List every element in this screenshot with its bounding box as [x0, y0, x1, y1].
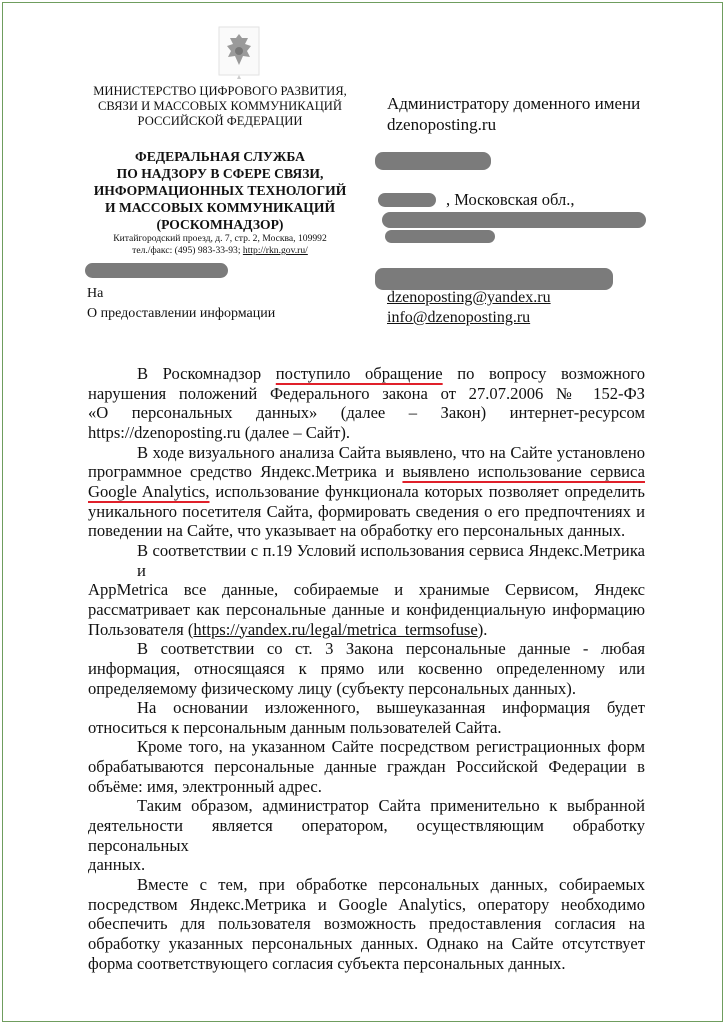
text-line [88, 482, 645, 502]
redacted-reference [85, 263, 228, 278]
paragraph [88, 796, 645, 875]
text-line [88, 954, 645, 974]
text-line [88, 698, 645, 718]
text-line [88, 855, 645, 875]
text-span: использование функционала которых позволяет определить [209, 481, 645, 501]
email-link[interactable]: dzenoposting@yandex.ru [387, 289, 551, 306]
paragraph [88, 443, 645, 541]
text-span: В соответствии со ст. 3 Закона персональные данные - любая [137, 639, 645, 659]
redacted-name [375, 152, 491, 170]
ministry-line: МИНИСТЕРСТВО ЦИФРОВОГО РАЗВИТИЯ, [93, 84, 347, 98]
text-line [88, 443, 645, 463]
website-link[interactable]: http://rkn.gov.ru/ [242, 245, 308, 256]
text-line [88, 403, 645, 423]
text-line [88, 502, 645, 522]
text-span: обеспечить для пользователя возможность предоставления согласия на [88, 914, 645, 934]
text-line [88, 639, 645, 659]
text-line [88, 364, 645, 384]
phone: тел./факс: (495) 983-33-93; [132, 245, 243, 256]
text-span: В соответствии с п.19 Условий использования сервиса Яндекс.Метрика и [137, 540, 645, 580]
text-span: https://dzenoposting.ru (далее – Сайт). [88, 422, 351, 442]
text-span: Вместе с тем, при обработке персональных данных, собираемых [137, 875, 645, 895]
text-span: обрабатываются персональные данные граждан Российской Федерации в [88, 757, 645, 777]
text-line [88, 718, 645, 738]
text-span: программное средство Яндекс.Метрика и [88, 462, 403, 482]
text-span: деятельности является оператором, осуществляющим обработку персональных [88, 816, 645, 855]
highlighted-phrase: Google Analytics, [88, 481, 210, 501]
text-line [88, 462, 645, 482]
service-line: ИНФОРМАЦИОННЫХ ТЕХНОЛОГИЙ [93, 183, 347, 198]
text-line [88, 777, 645, 797]
text-span: В ходе визуального анализа Сайта выявлено, что на Сайте установлено [137, 442, 645, 462]
redacted-contact [375, 268, 613, 290]
text-span: Таким образом, администратор Сайта применительно к выбранной [137, 796, 645, 816]
text-span: AppMetrica все данные, собираемые и хранимые Сервисом, Яндекс [88, 580, 645, 600]
paragraph [88, 875, 645, 973]
text-span: рассматривает как персональные данные и конфиденциальную информацию [88, 599, 645, 619]
text-span: На основании изложенного, вышеуказанная информация будет [137, 698, 645, 718]
text-span: форма соответствующего согласия субъекта персональных данных. [88, 953, 566, 973]
text-span: «О персональных данных» (далее – Закон) интернет-ресурсом [88, 403, 645, 423]
recipient-domain: dzenoposting.ru [387, 115, 497, 134]
text-span: относиться к персональным данным пользователей Сайта. [88, 717, 502, 737]
text-line [88, 620, 645, 640]
text-line [88, 737, 645, 757]
recipient-title: Администратору доменного имени [387, 94, 641, 113]
text-span: ). [477, 619, 488, 639]
paragraph [88, 698, 645, 737]
text-span: нарушения положений Федерального закона от 27.07.2006 № 152-ФЗ [88, 383, 645, 403]
text-span: В Роскомнадзор [137, 364, 276, 383]
letter-subject: О предоставлении информации [87, 306, 276, 321]
ministry-name [90, 84, 350, 129]
ministry-line: РОССИЙСКОЙ ФЕДЕРАЦИИ [137, 114, 303, 128]
text-line [88, 895, 645, 915]
coat-of-arms-icon [218, 26, 260, 80]
text-span: определяемому физическому лицу (субъекту персональных данных). [88, 678, 576, 698]
text-span: Пользователя ( [88, 619, 194, 639]
redacted-postcode [378, 193, 436, 207]
text-span: данных. [88, 855, 146, 875]
text-line [88, 541, 645, 580]
redacted-street-2 [385, 230, 495, 243]
text-line [88, 521, 645, 541]
text-span: по вопросу возможного [442, 364, 646, 383]
text-line [88, 384, 645, 404]
paragraph [88, 364, 645, 443]
text-line [88, 757, 645, 777]
paragraph [88, 639, 645, 698]
text-span: информация, относящаяся к прямо или косвенно определенному или [88, 658, 645, 678]
service-line: ФЕДЕРАЛЬНАЯ СЛУЖБА [135, 149, 305, 164]
text-line [88, 934, 645, 954]
service-line: ПО НАДЗОРУ В СФЕРЕ СВЯЗИ, [116, 166, 324, 181]
text-span: посредством Яндекс.Метрика и Google Analytics, оператору необходимо [88, 894, 645, 914]
email-link[interactable]: info@dzenoposting.ru [387, 309, 531, 326]
highlighted-phrase: поступило обращение [275, 364, 443, 383]
text-line [88, 816, 645, 855]
text-line [88, 875, 645, 895]
text-span: обработку указанных персональных данных. Однако на Сайте отсутствует [88, 934, 645, 954]
contact-line [80, 245, 360, 257]
sender-address [80, 233, 360, 257]
text-line [88, 423, 645, 443]
text-line [88, 679, 645, 699]
text-line [88, 600, 645, 620]
paragraph [88, 541, 645, 639]
address-line: Китайгородский проезд, д. 7, стр. 2, Москва, 109992 [113, 233, 327, 244]
text-span: Кроме того, на указанном Сайте посредством регистрационных форм [137, 737, 645, 757]
letter-body [88, 364, 645, 973]
reply-to-label: На [87, 286, 104, 301]
text-line [88, 914, 645, 934]
terms-link[interactable]: https://yandex.ru/legal/metrica_termsofuse [193, 619, 478, 639]
text-line [88, 580, 645, 600]
recipient-city: , Московская обл., [446, 190, 575, 209]
text-span: поведении на Сайте, что указывает на обработку его персональных данных. [88, 521, 626, 541]
service-name [80, 148, 360, 233]
text-span: объёме: имя, электронный адрес. [88, 776, 322, 796]
paragraph [88, 737, 645, 796]
service-line: (РОСКОМНАДЗОР) [156, 217, 284, 232]
service-line: И МАССОВЫХ КОММУНИКАЦИЙ [104, 200, 336, 215]
recipient [387, 93, 640, 135]
redacted-street [382, 212, 646, 228]
text-line [88, 659, 645, 679]
highlighted-phrase: выявлено использование сервиса [402, 462, 645, 482]
text-span: уникального посетителя Сайта, формировать сведения о его предпочтениях и [88, 501, 645, 521]
text-line [88, 796, 645, 816]
ministry-line: СВЯЗИ И МАССОВЫХ КОММУНИКАЦИЙ [97, 99, 342, 113]
